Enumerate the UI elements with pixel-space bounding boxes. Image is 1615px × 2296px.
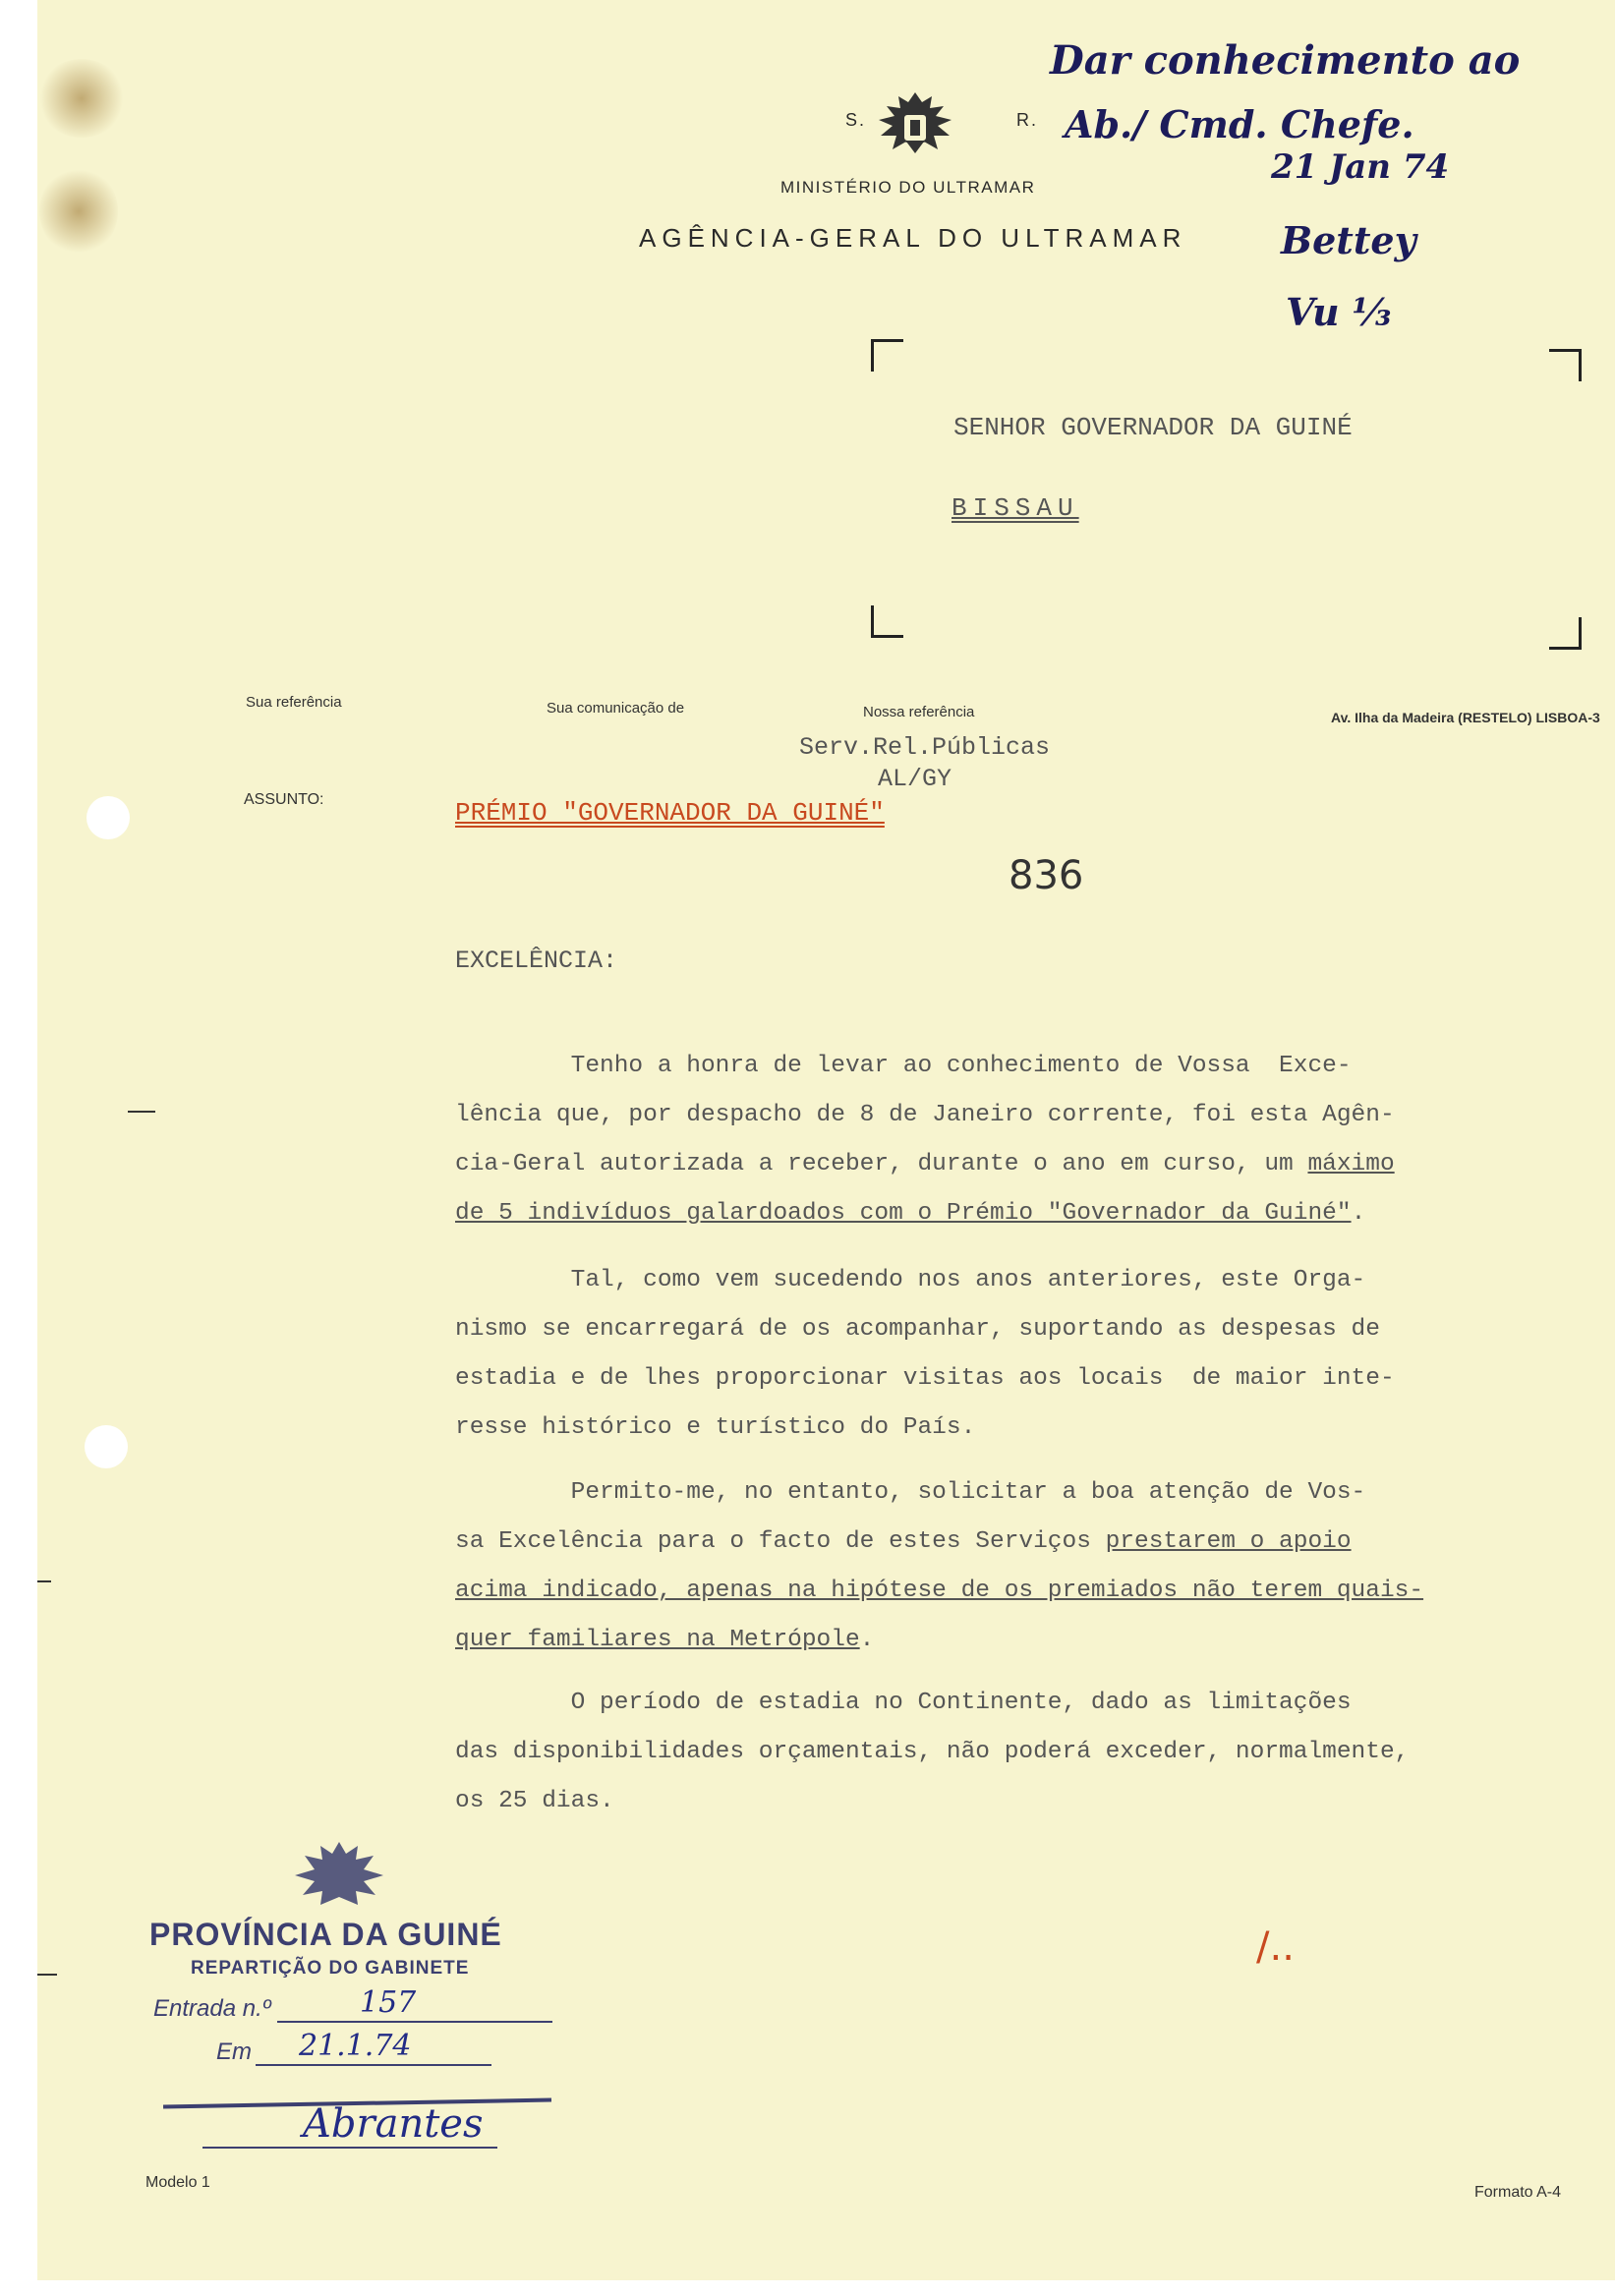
text-line: nismo se encarregará de os acompanhar, suportando as despesas de [455, 1316, 1380, 1343]
paragraph-2 [455, 1256, 1615, 1453]
your-reference-label: Sua referência [246, 694, 342, 711]
format-label: Formato A-4 [1474, 2184, 1562, 2201]
punch-hole [85, 1425, 128, 1468]
text-segment: cia-Geral autorizada a receber, durante o ano em curso, um [455, 1151, 1308, 1177]
subject-label: ASSUNTO: [244, 791, 324, 808]
sender-address: Av. Ilha da Madeira (RESTELO) LISBOA-3 [1331, 710, 1600, 725]
letterhead-left-mark: S. [845, 110, 867, 130]
letter-page [37, 0, 1615, 2280]
stamp-office: REPARTIÇÃO DO GABINETE [191, 1958, 470, 1979]
paragraph-3 [455, 1468, 1615, 1665]
text-line: lência que, por despacho de 8 de Janeiro corrente, foi esta Agên- [455, 1102, 1395, 1128]
stamp-signature: Abrantes [303, 2101, 484, 2147]
underlined-text: prestarem o apoio [1105, 1528, 1352, 1555]
stain [39, 167, 118, 256]
text-line: resse histórico e turístico do País. [455, 1414, 976, 1441]
address-corner-mark [871, 339, 903, 372]
text-line: os 25 dias. [455, 1788, 614, 1814]
our-reference-value: Serv.Rel.Públicas [799, 733, 1051, 762]
text-line: O período de estadia no Continente, dado as limitações [455, 1690, 1352, 1716]
coat-of-arms-icon [871, 88, 959, 165]
recipient-city: BISSAU [952, 493, 1079, 523]
recipient-line: SENHOR GOVERNADOR DA GUINÉ [953, 413, 1353, 442]
stamp-emblem-icon [285, 1836, 393, 1915]
text-segment: . [859, 1627, 875, 1653]
greeting: EXCELÊNCIA: [455, 947, 618, 975]
stamp-entry-label: Entrada n.º [153, 1995, 271, 2022]
stamp-line [277, 2021, 552, 2023]
text-line [455, 1518, 1615, 1567]
handwritten-note-line: Ab./ Cmd. Chefe. [1065, 102, 1414, 146]
text-line: Permito-me, no entanto, solicitar a boa atenção de Vos- [455, 1479, 1366, 1506]
text-line [455, 1616, 1615, 1665]
address-corner-mark [871, 605, 903, 638]
address-corner-mark [1549, 617, 1582, 650]
letterhead-right-mark: R. [1016, 110, 1038, 130]
underlined-text: máximo [1307, 1151, 1395, 1177]
text-segment: . [1351, 1200, 1366, 1227]
stamp-entry-number: 157 [360, 1985, 417, 2020]
text-line: das disponibilidades orçamentais, não poderá exceder, normalmente, [455, 1739, 1410, 1765]
punch-hole [87, 796, 130, 839]
stain [37, 59, 126, 138]
stamp-line [202, 2147, 497, 2149]
text-segment: sa Excelência para o facto de estes Serviços [455, 1528, 1106, 1555]
underlined-text: de 5 indivíduos galardoados com o Prémio "Governador da Guiné" [455, 1200, 1352, 1227]
text-line: estadia e de lhes proporcionar visitas aos locais de maior inte- [455, 1365, 1395, 1392]
our-reference-label: Nossa referência [863, 704, 975, 720]
text-line [455, 1189, 1615, 1238]
fold-mark [128, 1111, 155, 1113]
handwritten-note-line: Dar conhecimento ao [1050, 37, 1521, 84]
document-number: 836 [1009, 853, 1084, 898]
stamp-province: PROVÍNCIA DA GUINÉ [149, 1917, 502, 1952]
handwritten-note-line: Bettey [1281, 218, 1416, 262]
underlined-text: quer familiares na Metrópole [455, 1627, 860, 1653]
paragraph-1 [455, 1042, 1615, 1238]
text-line [455, 1140, 1615, 1189]
underlined-text: acima indicado, apenas na hipótese de os premiados não terem quais- [455, 1578, 1424, 1604]
ministry-name: MINISTÉRIO DO ULTRAMAR [780, 178, 1036, 197]
model-label: Modelo 1 [145, 2174, 210, 2191]
text-line: Tal, como vem sucedendo nos anos anteriores, este Orga- [455, 1267, 1366, 1293]
fold-mark [37, 1580, 51, 1582]
our-reference-code: AL/GY [878, 765, 952, 793]
continuation-mark: /.. [1256, 1924, 1295, 1970]
agency-name: AGÊNCIA-GERAL DO ULTRAMAR [639, 223, 1187, 253]
stamp-date-label: Em [216, 2038, 252, 2065]
subject-text: PRÉMIO "GOVERNADOR DA GUINÉ" [455, 798, 885, 828]
stamp-line [256, 2064, 491, 2066]
handwritten-note-line: 21 Jan 74 [1271, 147, 1450, 187]
fold-mark [37, 1974, 57, 1976]
your-communication-label: Sua comunicação de [547, 700, 685, 717]
address-corner-mark [1549, 349, 1582, 381]
stamp-date: 21.1.74 [299, 2029, 412, 2063]
handwritten-note-line: Vu ⅓ [1286, 290, 1392, 334]
text-line: Tenho a honra de levar ao conhecimento de Vossa Exce- [455, 1053, 1352, 1079]
paragraph-4 [455, 1679, 1615, 1826]
